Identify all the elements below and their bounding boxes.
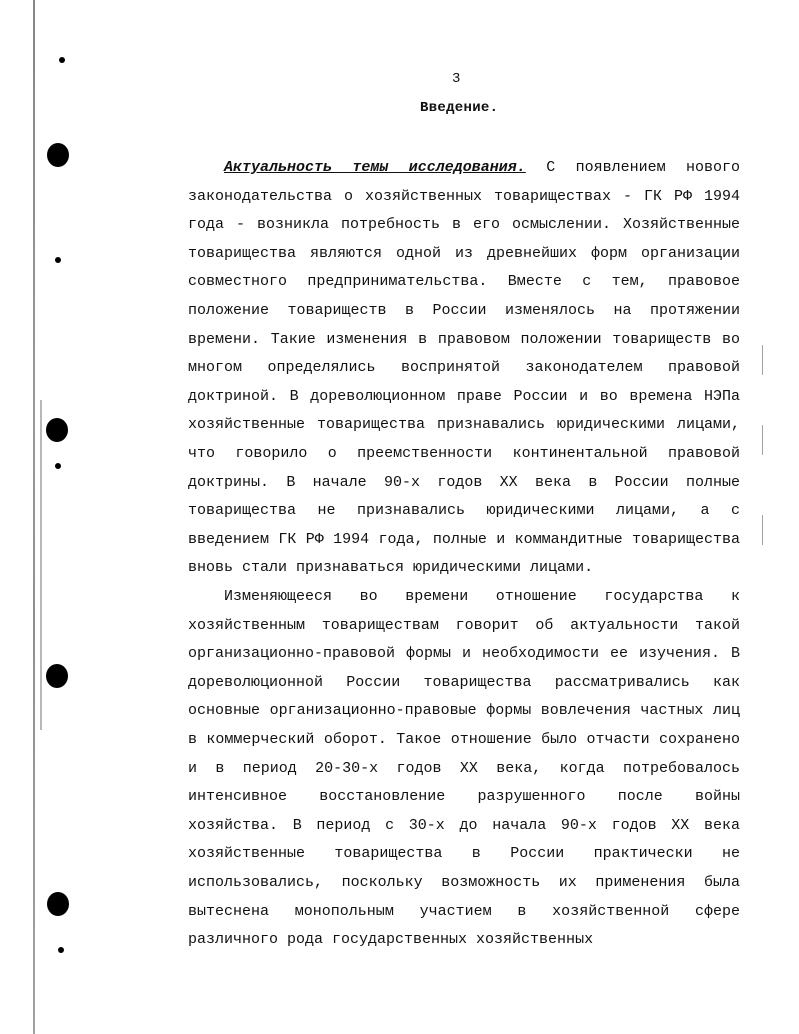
scan-edge-line — [33, 0, 35, 1034]
scan-edge-line — [762, 425, 763, 455]
paragraph-lead: Актуальность темы исследования. — [224, 159, 526, 176]
paragraph-relevance — [188, 154, 740, 583]
page-number: 3 — [452, 71, 461, 87]
binder-hole — [55, 463, 61, 469]
binder-hole — [46, 664, 68, 688]
paragraph-state-attitude — [188, 583, 740, 955]
scan-edge-line — [40, 400, 42, 730]
section-heading: Введение. — [420, 100, 499, 116]
binder-hole — [55, 257, 61, 263]
scan-edge-line — [762, 515, 763, 545]
paragraph-text: Изменяющееся во времени отношение государства к хозяйственным товариществам говорит об актуальности такой организационно-правовой формы и необходимости ее изучения. В дореволюционной России товарищества рассматривались как основные организационно-правовые формы вовлечения частных лиц в коммерческий оборот. Такое отношение было отчасти сохранено и в период 20-30-х годов XX века, когда потребовалось интенсивное восстановление разрушенного после войны хозяйства. В период с 30-х до начала 90-х годов XX века хозяйственные товарищества в России практически не использовались, поскольку возможность их применения была вытеснена монопольным участием в хозяйственной сфере различного рода государственных хозяйственных — [188, 588, 740, 949]
binder-hole — [58, 947, 64, 953]
paragraph-text: С появлением нового законодательства о хозяйственных товариществах - ГК РФ 1994 года - возникла потребность в его осмыслении. Хозяйственные товарищества являются одной из древнейших форм организации совместного предпринимательства. Вместе с тем, правовое положение товариществ в России изменялось на протяжении времени. Такие изменения в правовом положении товариществ во многом определялись воспринятой законодателем правовой доктриной. В дореволюционном праве России и во времена НЭПа хозяйственные товарищества признавались юридическими лицами, что говорило о преемственности континентальной правовой доктрины. В начале 90-х годов XX века в России полные товарищества не признавались юридическими лицами, а с введением ГК РФ 1994 года, полные и коммандитные товарищества вновь стали признаваться юридическими лицами. — [188, 159, 740, 577]
binder-hole — [59, 57, 65, 63]
binder-hole — [47, 143, 69, 167]
binder-hole — [47, 892, 69, 916]
binder-hole — [46, 418, 68, 442]
scan-edge-line — [762, 345, 763, 375]
